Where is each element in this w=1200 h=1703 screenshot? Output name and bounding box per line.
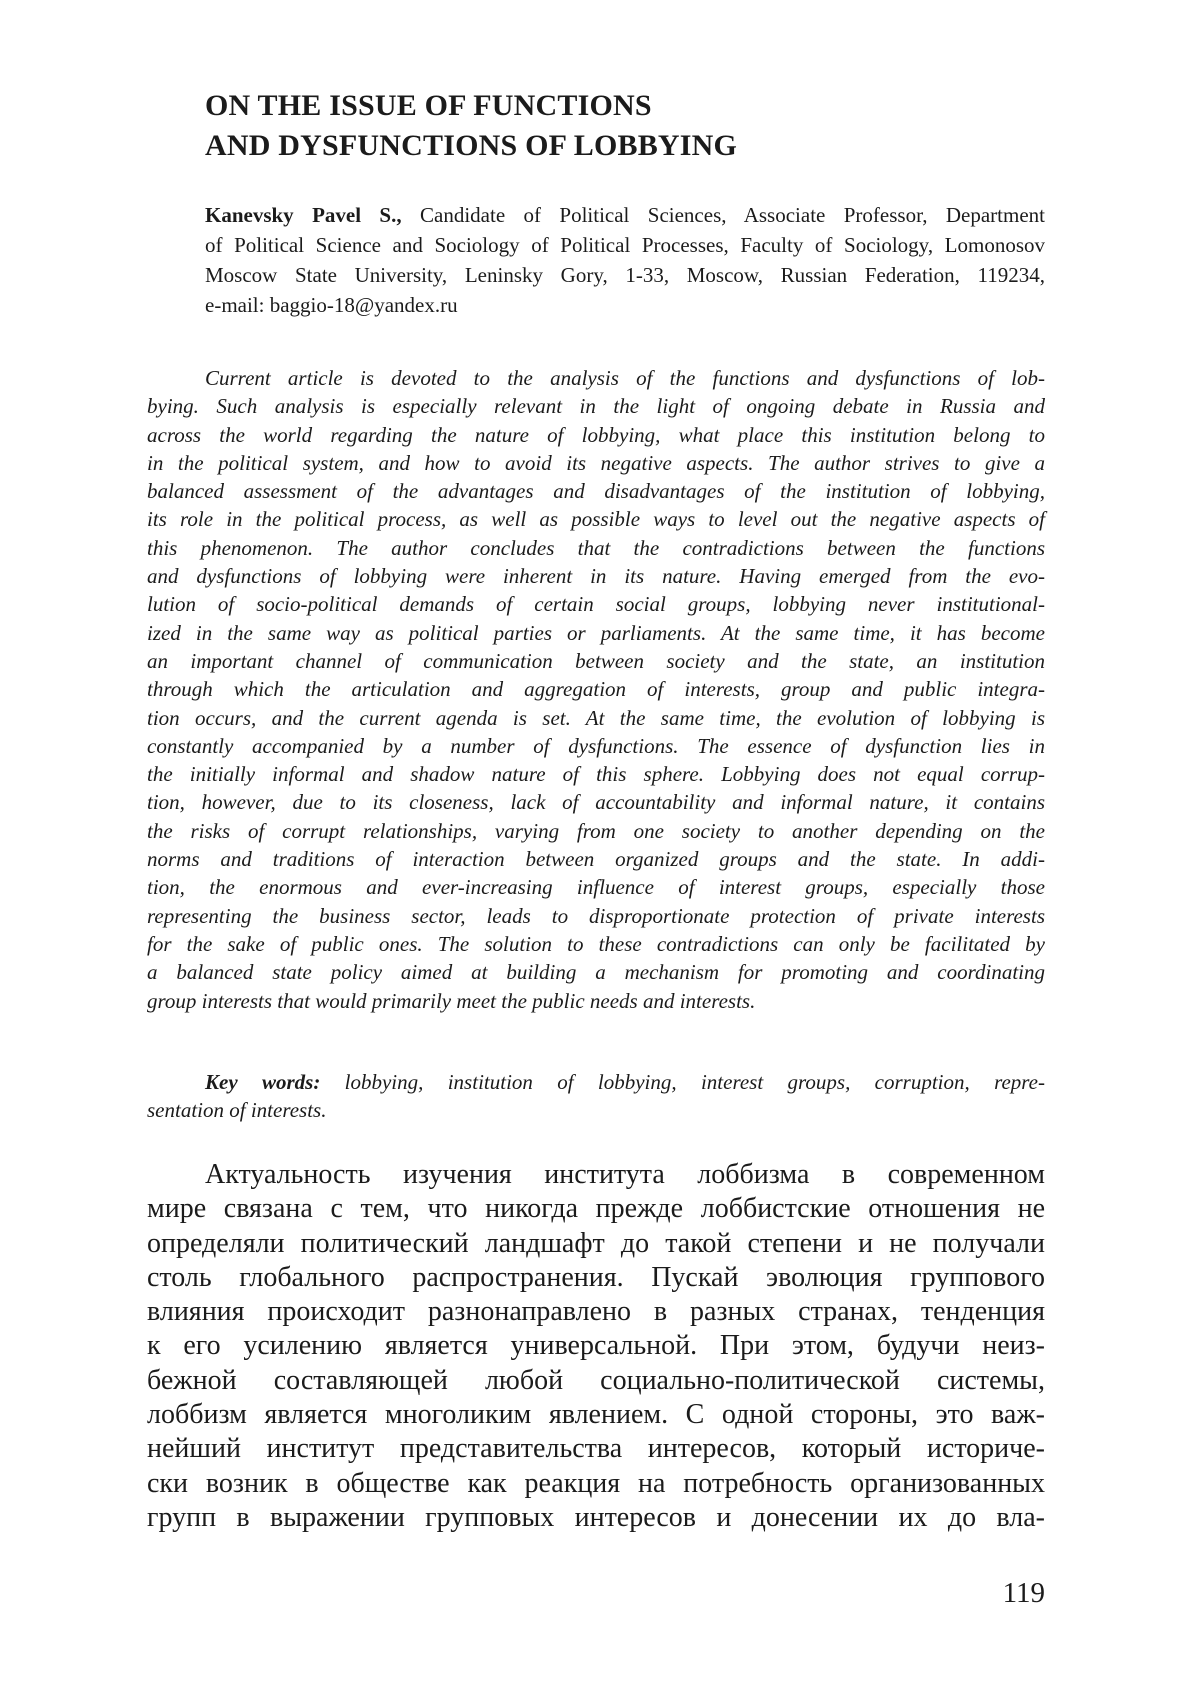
author-block bbox=[205, 200, 1045, 320]
text-line: столь глобального распространения. Пускай эволюция группового bbox=[147, 1261, 1045, 1293]
text-line: a balanced state policy aimed at building a mechanism for promoting and coordinating bbox=[147, 960, 1045, 985]
text-line: Актуальность изучения института лоббизма в современном bbox=[205, 1159, 1045, 1190]
russian-body-paragraph bbox=[147, 1158, 1045, 1535]
text-line: мире связана с тем, что никогда прежде лоббистские отношения не bbox=[147, 1193, 1045, 1225]
text-line: norms and traditions of interaction between organized groups and the state. In addi- bbox=[147, 847, 1045, 872]
text-line: constantly accompanied by a number of dysfunctions. The essence of dysfunction lies in bbox=[147, 733, 1045, 758]
text-line: к его усилению является универсальной. При этом, будучи неиз- bbox=[147, 1330, 1045, 1362]
page-number: 119 bbox=[1002, 1577, 1045, 1609]
page-content bbox=[147, 0, 1045, 1703]
text-line: of Political Science and Sociology of Political Processes, Faculty of Sociology, Lomonosov bbox=[205, 233, 1045, 257]
article-title bbox=[205, 86, 1045, 166]
text-line: ized in the same way as political parties or parliaments. At the same time, it has become bbox=[147, 620, 1045, 645]
text-line: Moscow State University, Leninsky Gory, 1-33, Moscow, Russian Federation, 119234, bbox=[205, 263, 1045, 287]
text-line: tion, the enormous and ever-increasing influence of interest groups, especially those bbox=[147, 875, 1045, 900]
text-line: e-mail: baggio-18@yandex.ru bbox=[205, 293, 458, 317]
text-line: lution of socio-political demands of certain social groups, lobbying never institutional- bbox=[147, 592, 1045, 617]
abstract bbox=[147, 364, 1045, 1015]
text-line: лоббизм является многоликим явлением. С одной стороны, это важ- bbox=[147, 1399, 1045, 1431]
russian-body-lines bbox=[147, 1158, 1045, 1535]
text-line: ски возник в обществе как реакция на потребность организованных bbox=[147, 1467, 1045, 1499]
text-line: an important channel of communication between society and the state, an institution bbox=[147, 648, 1045, 673]
text-line: for the sake of public ones. The solution to these contradictions can only be facilitated by bbox=[147, 931, 1045, 956]
text-line: the risks of corrupt relationships, varying from one society to another depending on the bbox=[147, 818, 1045, 843]
text-line: across the world regarding the nature of lobbying, what place this institution belong to bbox=[147, 422, 1045, 447]
author-name: Kanevsky Pavel S., bbox=[205, 203, 420, 227]
author-affiliation-lines bbox=[205, 230, 1045, 320]
text-line: the initially informal and shadow nature of this sphere. Lobbying does not equal corrup- bbox=[147, 762, 1045, 787]
text-line: бежной составляющей любой социально-политической системы, bbox=[147, 1364, 1045, 1396]
text-line: representing the business sector, leads to disproportionate protection of private interests bbox=[147, 903, 1045, 928]
text-line: and dysfunctions of lobbying were inherent in its nature. Having emerged from the evo- bbox=[147, 564, 1045, 589]
text-line: tion occurs, and the current agenda is set. At the same time, the evolution of lobbying is bbox=[147, 705, 1045, 730]
keywords-line-first bbox=[147, 1068, 1045, 1096]
text-line: balanced assessment of the advantages and disadvantages of the institution of lobbying, bbox=[147, 479, 1045, 504]
text-line: group interests that would primarily meet the public needs and interests. bbox=[147, 988, 756, 1013]
abstract-lines bbox=[147, 364, 1045, 1015]
text-line: определяли политический ландшафт до такой степени и не получали bbox=[147, 1227, 1045, 1259]
keywords-paragraph bbox=[147, 1068, 1045, 1125]
text-line: влияния происходит разнонаправлено в разных странах, тенденция bbox=[147, 1296, 1045, 1328]
text-line: in the political system, and how to avoid its negative aspects. The author strives to give a bbox=[147, 450, 1045, 475]
text-line: this phenomenon. The author concludes that the contradictions between the functions bbox=[147, 535, 1045, 560]
author-line-first bbox=[205, 200, 1045, 230]
text-line: bying. Such analysis is especially relevant in the light of ongoing debate in Russia and bbox=[147, 394, 1045, 419]
keywords-label: Key words: bbox=[205, 1070, 345, 1094]
text-line: Current article is devoted to the analysis of the functions and dysfunctions of lob- bbox=[205, 366, 1045, 390]
author-affiliation-start: Candidate of Political Sciences, Associate Professor, Department bbox=[420, 203, 1045, 227]
text-line: through which the articulation and aggregation of interests, group and public integra- bbox=[147, 677, 1045, 702]
keywords-line-last: sentation of interests. bbox=[147, 1098, 327, 1123]
keywords-list-start: lobbying, institution of lobbying, interest groups, corruption, repre- bbox=[344, 1070, 1045, 1094]
title-line-2: AND DYSFUNCTIONS OF LOBBYING bbox=[205, 129, 738, 162]
text-line: нейший институт представительства интересов, который историче- bbox=[147, 1433, 1045, 1465]
text-line: its role in the political process, as well as possible ways to level out the negative aspects of bbox=[147, 507, 1045, 532]
text-line: tion, however, due to its closeness, lack of accountability and informal nature, it contains bbox=[147, 790, 1045, 815]
text-line: групп в выражении групповых интересов и донесении их до вла- bbox=[147, 1501, 1045, 1533]
title-line-1: ON THE ISSUE OF FUNCTIONS bbox=[205, 89, 652, 122]
